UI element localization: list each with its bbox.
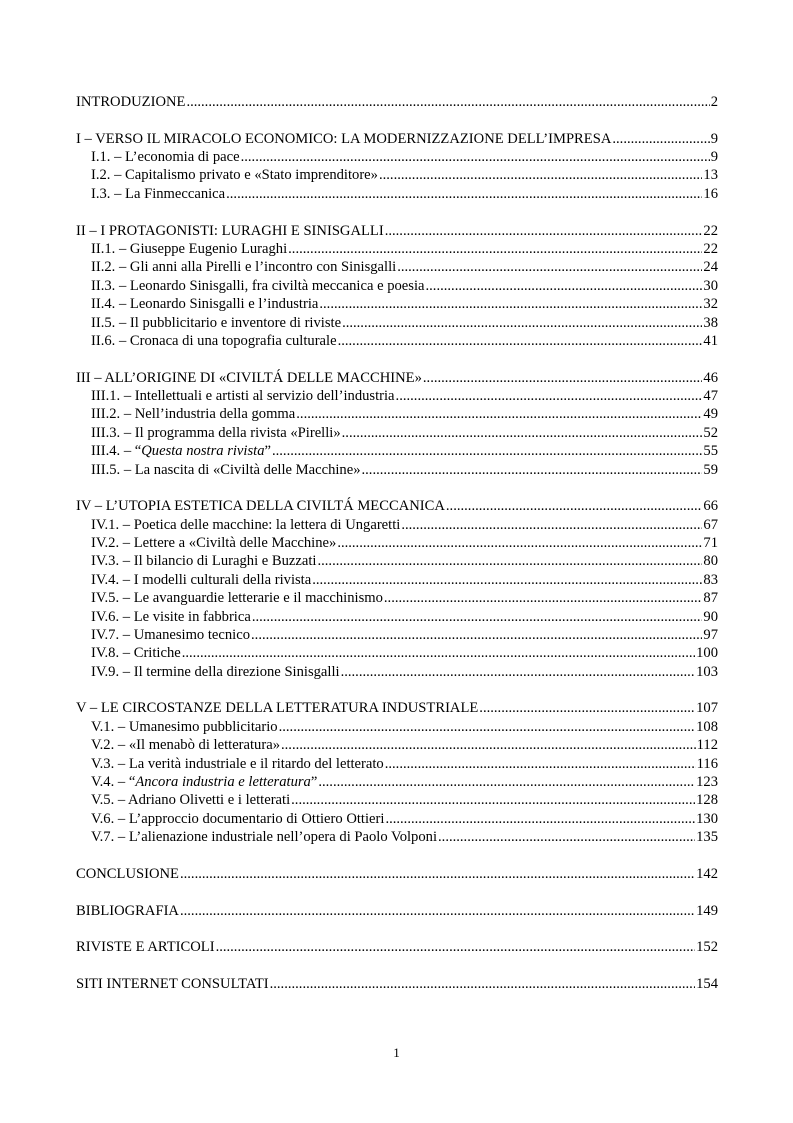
dot-leader (318, 773, 695, 791)
toc-title: II.3. – Leonardo Sinisgalli, fra civiltà meccanica e poesia (91, 277, 425, 294)
dot-leader (426, 277, 703, 295)
toc-page: 123 (696, 773, 718, 790)
toc-page: 16 (703, 185, 718, 202)
toc-title: I.2. – Capitalismo privato e «Stato imprenditore» (91, 167, 378, 184)
toc-page: 67 (703, 516, 718, 533)
toc-page: 66 (703, 498, 718, 515)
toc-title: III.3. – Il programma della rivista «Pirelli» (91, 424, 341, 441)
dot-leader (288, 240, 702, 258)
toc-title: V.7. – L’alienazione industriale nell’opera di Paolo Volponi (91, 829, 438, 846)
toc-title: V.2. – «Il menabò di letteratura» (91, 737, 280, 754)
toc-page: 87 (703, 590, 718, 607)
toc-page: 90 (703, 608, 718, 625)
toc-title: V – LE CIRCOSTANZE DELLA LETTERATURA INDUSTRIALE (76, 700, 479, 717)
toc-title: I.1. – L’economia di pace (91, 149, 240, 166)
toc-section (76, 828, 718, 846)
toc-section (76, 387, 718, 405)
toc-chapter-4 (76, 497, 718, 515)
toc-page: 59 (703, 461, 718, 478)
dot-leader (341, 663, 696, 681)
dot-leader (438, 828, 695, 846)
toc-chapter-3 (76, 369, 718, 387)
dot-leader (612, 130, 709, 148)
toc-title: IV.5. – Le avanguardie letterarie e il macchinismo (91, 590, 383, 607)
toc-title: V.1. – Umanesimo pubblicitario (91, 718, 278, 735)
toc-title: II.5. – Il pubblicitario e inventore di riviste (91, 314, 342, 331)
dot-leader (251, 626, 702, 644)
toc-page: 47 (703, 387, 718, 404)
toc-page: 22 (703, 240, 718, 257)
toc-title: V.3. – La verità industriale e il ritardo del letterato (91, 755, 384, 772)
toc-title: RIVISTE E ARTICOLI (76, 939, 215, 956)
toc-page: 83 (703, 571, 718, 588)
toc-section (76, 755, 718, 773)
dot-leader (379, 166, 702, 184)
dot-leader (446, 497, 703, 515)
dot-leader (270, 975, 696, 993)
dot-leader (226, 185, 702, 203)
dot-leader (338, 332, 703, 350)
toc-page: 32 (703, 296, 718, 313)
toc-section (76, 571, 718, 589)
dot-leader (272, 442, 702, 460)
dot-leader (312, 571, 702, 589)
toc-title: III.1. – Intellettuali e artisti al servizio dell’industria (91, 387, 395, 404)
toc-title: CONCLUSIONE (76, 865, 179, 882)
dot-leader (362, 461, 703, 479)
toc-page: 49 (703, 406, 718, 423)
toc-page: 142 (696, 865, 718, 882)
toc-title: III.2. – Nell’industria della gomma (91, 406, 296, 423)
toc-section (76, 534, 718, 552)
toc-section (76, 552, 718, 570)
dot-leader (180, 902, 695, 920)
toc-section (76, 166, 718, 184)
dot-leader (385, 222, 703, 240)
toc-title: I – VERSO IL MIRACOLO ECONOMICO: LA MODERNIZZAZIONE DELL’IMPRESA (76, 130, 612, 147)
toc-section (76, 424, 718, 442)
toc-chapter-2 (76, 222, 718, 240)
toc-entry-bibliografia (76, 902, 718, 920)
toc-title: V.4. – “Ancora industria e letteratura” (91, 773, 318, 790)
toc-page: 52 (703, 424, 718, 441)
toc-section (76, 718, 718, 736)
toc-section (76, 791, 718, 809)
toc-page: 130 (696, 810, 718, 827)
toc-page: 154 (696, 975, 718, 992)
dot-leader (337, 534, 702, 552)
toc-title: IV.2. – Lettere a «Civiltà delle Macchine» (91, 535, 337, 551)
toc-page: 80 (703, 553, 718, 570)
toc-title: IV – L’UTOPIA ESTETICA DELLA CIVILTÁ MECCANICA (76, 498, 445, 515)
toc-title: II.1. – Giuseppe Eugenio Luraghi (91, 240, 288, 257)
toc-page: 41 (703, 332, 718, 349)
dot-leader (182, 644, 695, 662)
toc-section (76, 442, 718, 460)
page-number: 1 (393, 1045, 400, 1060)
toc-section (76, 589, 718, 607)
toc-title: IV.6. – Le visite in fabbrica (91, 608, 251, 625)
toc-page: 135 (696, 829, 718, 846)
toc-section (76, 810, 718, 828)
dot-leader (342, 314, 702, 332)
toc-page: 100 (696, 645, 718, 662)
toc-title: IV.1. – Poetica delle macchine: la lettera di Ungaretti (91, 516, 401, 533)
toc-section (76, 405, 718, 423)
toc-section (76, 314, 718, 332)
toc-page: 112 (696, 737, 718, 754)
dot-leader (252, 608, 703, 626)
toc-page: 30 (703, 277, 718, 294)
toc-title: I.3. – La Finmeccanica (91, 185, 226, 202)
table-of-contents (76, 93, 718, 993)
toc-section (76, 148, 718, 166)
toc-section (76, 608, 718, 626)
toc-section (76, 332, 718, 350)
toc-chapter-1 (76, 130, 718, 148)
toc-page: 116 (696, 755, 718, 772)
toc-page: 9 (710, 149, 718, 166)
toc-title: IV.3. – Il bilancio di Luraghi e Buzzati (91, 553, 317, 570)
dot-leader (423, 369, 703, 387)
toc-title: INTRODUZIONE (76, 94, 186, 110)
toc-section (76, 258, 718, 276)
toc-section (76, 626, 718, 644)
toc-title: II.6. – Cronaca di una topografia culturale (91, 332, 337, 349)
toc-section (76, 644, 718, 662)
dot-leader (385, 810, 695, 828)
toc-page: 9 (710, 130, 718, 147)
toc-page: 128 (696, 792, 718, 809)
toc-page: 2 (710, 94, 718, 110)
toc-section (76, 736, 718, 754)
toc-title: III – ALL’ORIGINE DI «CIVILTÁ DELLE MACCHINE» (76, 369, 422, 386)
toc-entry-siti (76, 975, 718, 993)
toc-section (76, 773, 718, 791)
toc-section (76, 277, 718, 295)
toc-page: 107 (696, 700, 718, 717)
toc-title: IV.8. – Critiche (91, 645, 181, 662)
toc-title: IV.7. – Umanesimo tecnico (91, 626, 251, 643)
toc-page: 55 (703, 443, 718, 460)
toc-title: II – I PROTAGONISTI: LURAGHI E SINISGALLI (76, 222, 384, 239)
toc-page: 71 (703, 535, 718, 551)
dot-leader (479, 699, 695, 717)
toc-page: 24 (703, 259, 718, 276)
dot-leader (281, 736, 696, 754)
dot-leader (241, 148, 710, 166)
toc-section (76, 461, 718, 479)
toc-title: IV.4. – I modelli culturali della rivista (91, 571, 312, 588)
dot-leader (291, 791, 695, 809)
dot-leader (317, 552, 702, 570)
toc-title: V.6. – L’approccio documentario di Ottiero Ottieri (91, 810, 385, 827)
toc-title: SITI INTERNET CONSULTATI (76, 975, 269, 992)
toc-section (76, 295, 718, 313)
dot-leader (186, 93, 709, 111)
toc-entry-riviste (76, 938, 718, 956)
toc-title: III.4. – “Questa nostra rivista” (91, 443, 271, 460)
dot-leader (385, 755, 696, 773)
toc-section (76, 240, 718, 258)
dot-leader (384, 589, 703, 607)
dot-leader (319, 295, 702, 313)
toc-title: III.5. – La nascita di «Civiltà delle Macchine» (91, 461, 361, 478)
toc-title: II.4. – Leonardo Sinisgalli e l’industria (91, 296, 319, 313)
toc-chapter-5 (76, 699, 718, 717)
toc-entry-introduzione (76, 93, 718, 111)
toc-entry-conclusione (76, 865, 718, 883)
dot-leader (216, 938, 696, 956)
toc-section (76, 663, 718, 681)
toc-title: BIBLIOGRAFIA (76, 902, 179, 919)
toc-page: 152 (696, 939, 718, 956)
toc-title: V.5. – Adriano Olivetti e i letterati (91, 792, 291, 809)
toc-page: 103 (696, 663, 718, 680)
toc-page: 97 (703, 626, 718, 643)
dot-leader (180, 865, 695, 883)
dot-leader (397, 258, 702, 276)
toc-section (76, 185, 718, 203)
toc-page: 13 (703, 167, 718, 184)
toc-page: 46 (703, 369, 718, 386)
toc-page: 149 (696, 902, 718, 919)
dot-leader (401, 516, 702, 534)
dot-leader (279, 718, 696, 736)
toc-section (76, 516, 718, 534)
toc-page: 22 (703, 222, 718, 239)
dot-leader (296, 405, 702, 423)
dot-leader (342, 424, 703, 442)
toc-page: 108 (696, 718, 718, 735)
toc-page: 38 (703, 314, 718, 331)
toc-title: II.2. – Gli anni alla Pirelli e l’incontro con Sinisgalli (91, 259, 397, 276)
dot-leader (396, 387, 703, 405)
toc-title: IV.9. – Il termine della direzione Sinisgalli (91, 663, 340, 680)
